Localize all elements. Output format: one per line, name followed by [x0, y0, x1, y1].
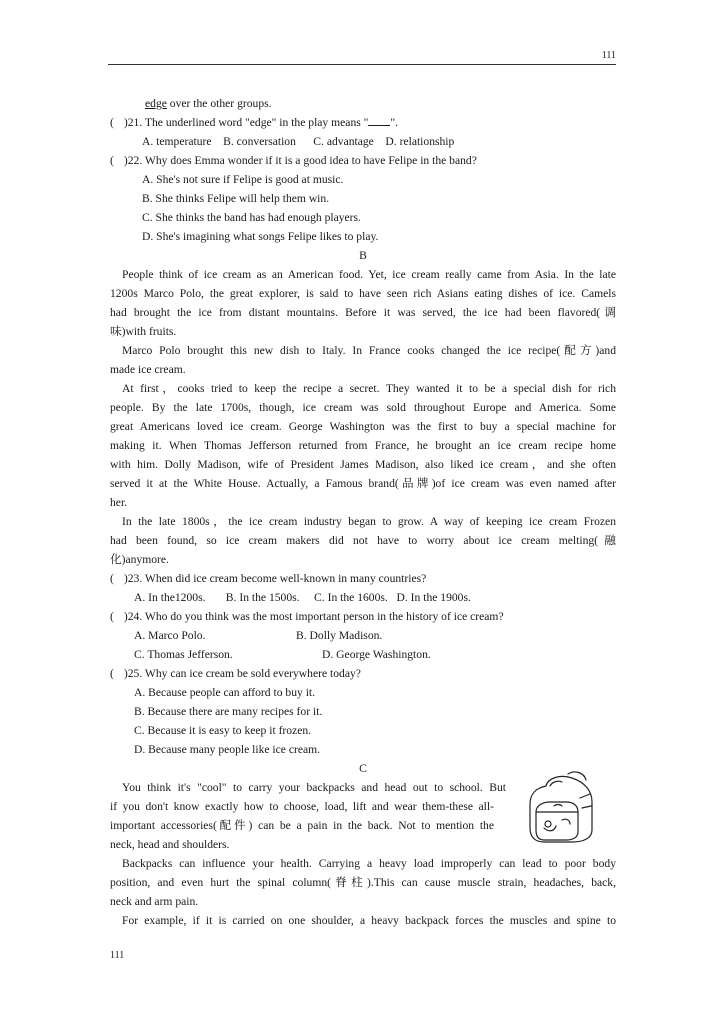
paragraph-line: neck and arm pain.	[110, 895, 199, 908]
q21-options	[110, 132, 616, 151]
question-text-end: ".	[390, 116, 399, 129]
paragraph-line: At first，cooks tried to keep the recipe a secret. They wanted it to be a special dish for rich	[122, 382, 616, 395]
option-a: A. temperature	[142, 135, 212, 148]
question-23	[110, 569, 616, 588]
paragraph-line: made ice cream.	[110, 363, 186, 376]
option-b: B. Dolly Madison.	[296, 629, 383, 642]
option-d: D. She's imagining what songs Felipe likes to play.	[142, 230, 379, 243]
footer-page-number: 111	[110, 950, 125, 961]
paragraph-line: 味)with fruits.	[110, 325, 177, 338]
backpack-illustration	[522, 768, 600, 846]
option-b: B. Because there are many recipes for it.	[134, 705, 323, 718]
header-rule	[108, 64, 616, 65]
question-text: )25. Why can ice cream be sold everywhere today?	[123, 667, 361, 680]
answer-paren: (	[110, 572, 114, 585]
paragraph-line: served it at the White House. Actually, a Famous brand(品牌)of ice cream was even named after	[110, 477, 616, 490]
paragraph-line: important accessories(配件) can be a pain in the back. Not to mention the	[110, 819, 494, 832]
document-body	[110, 94, 616, 930]
answer-paren: (	[110, 667, 114, 680]
option-d: D. Because many people like ice cream.	[134, 743, 321, 756]
paragraph-line: For example, if it is carried on one shoulder, a heavy backpack forces the muscles and spine to	[122, 914, 616, 927]
paragraph-line: In the late 1800s，the ice cream industry began to grow. A way of keeping ice cream Frozen	[122, 515, 616, 528]
q23-options	[110, 588, 616, 607]
paragraph-line: making it. When Thomas Jefferson returned from France, he brought an ice cream recipe home	[110, 439, 616, 452]
option-a: A. In the1200s.	[134, 591, 206, 604]
edge-line	[110, 94, 616, 113]
paragraph-line: people. By the late 1700s, though, ice cream was sold throughout Europe and America. Some	[110, 401, 616, 414]
question-24	[110, 607, 616, 626]
option-c: C. advantage	[313, 135, 374, 148]
option-d: D. relationship	[385, 135, 455, 148]
paragraph-line: position, and even hurt the spinal column(脊柱).This can cause muscle strain, headaches, back,	[110, 876, 616, 889]
paragraph-line: 1200s Marco Polo, the great explorer, is said to have seen rich Asians eating dishes of ice. Camels	[110, 287, 616, 300]
paragraph-line: You think it's "cool" to carry your backpacks and head out to school. But	[122, 781, 506, 794]
paragraph-line: her.	[110, 496, 128, 509]
question-text: )21. The underlined word "edge" in the play means "	[123, 116, 369, 129]
section-c-heading: C	[359, 762, 367, 775]
option-c: C. Thomas Jefferson.	[134, 648, 233, 661]
option-b: B. In the 1500s.	[225, 591, 300, 604]
question-text: )23. When did ice cream become well-known in many countries?	[123, 572, 427, 585]
q24-options-row2	[110, 645, 616, 664]
paragraph-line: had been found, so ice cream makers did not have to worry about ice cream melting(融	[110, 534, 616, 547]
paragraph-line: Backpacks can influence your health. Carrying a heavy load improperly can lead to poor body	[122, 857, 616, 870]
option-b: B. She thinks Felipe will help them win.	[142, 192, 330, 205]
question-text: )22. Why does Emma wonder if it is a good idea to have Felipe in the band?	[123, 154, 477, 167]
paragraph-line: if you don't know exactly how to choose, load, lift and wear them-these all-	[110, 800, 494, 813]
option-a: A. Marco Polo.	[134, 629, 206, 642]
edge-rest: over the other groups.	[166, 97, 272, 110]
option-d: D. George Washington.	[322, 648, 431, 661]
question-text: )24. Who do you think was the most important person in the history of ice cream?	[123, 610, 504, 623]
header-page-number: 111	[601, 50, 616, 61]
option-d: D. In the 1900s.	[396, 591, 471, 604]
answer-paren: (	[110, 610, 114, 623]
option-a: A. She's not sure if Felipe is good at music.	[142, 173, 344, 186]
paragraph-line: with him. Dolly Madison, wife of President James Madison, also liked ice cream，and she often	[110, 458, 616, 471]
option-c: C. In the 1600s.	[314, 591, 388, 604]
option-b: B. conversation	[223, 135, 296, 148]
edge-word: edge	[145, 97, 167, 110]
answer-paren: (	[110, 154, 114, 167]
paragraph-line: great Americans loved ice cream. George Washington was the first to buy a special machine for	[110, 420, 616, 433]
question-21	[110, 113, 616, 132]
paragraph-line: had brought the ice from distant mountains. Before it was served, the ice had been flavored(调	[110, 306, 616, 319]
option-c: C. She thinks the band has had enough players.	[142, 211, 361, 224]
answer-blank	[368, 115, 390, 126]
question-25	[110, 664, 616, 683]
paragraph-line: neck, head and shoulders.	[110, 838, 230, 851]
question-22	[110, 151, 616, 170]
paragraph-line: 化)anymore.	[110, 553, 169, 566]
section-b-heading: B	[359, 249, 367, 262]
paragraph-line: Marco Polo brought this new dish to Italy. In France cooks changed the ice recipe(配方)and	[122, 344, 616, 357]
answer-paren: (	[110, 116, 114, 129]
option-c: C. Because it is easy to keep it frozen.	[134, 724, 312, 737]
paragraph-line: People think of ice cream as an American food. Yet, ice cream really came from Asia. In the late	[122, 268, 616, 281]
q24-options-row1	[110, 626, 616, 645]
option-a: A. Because people can afford to buy it.	[134, 686, 316, 699]
